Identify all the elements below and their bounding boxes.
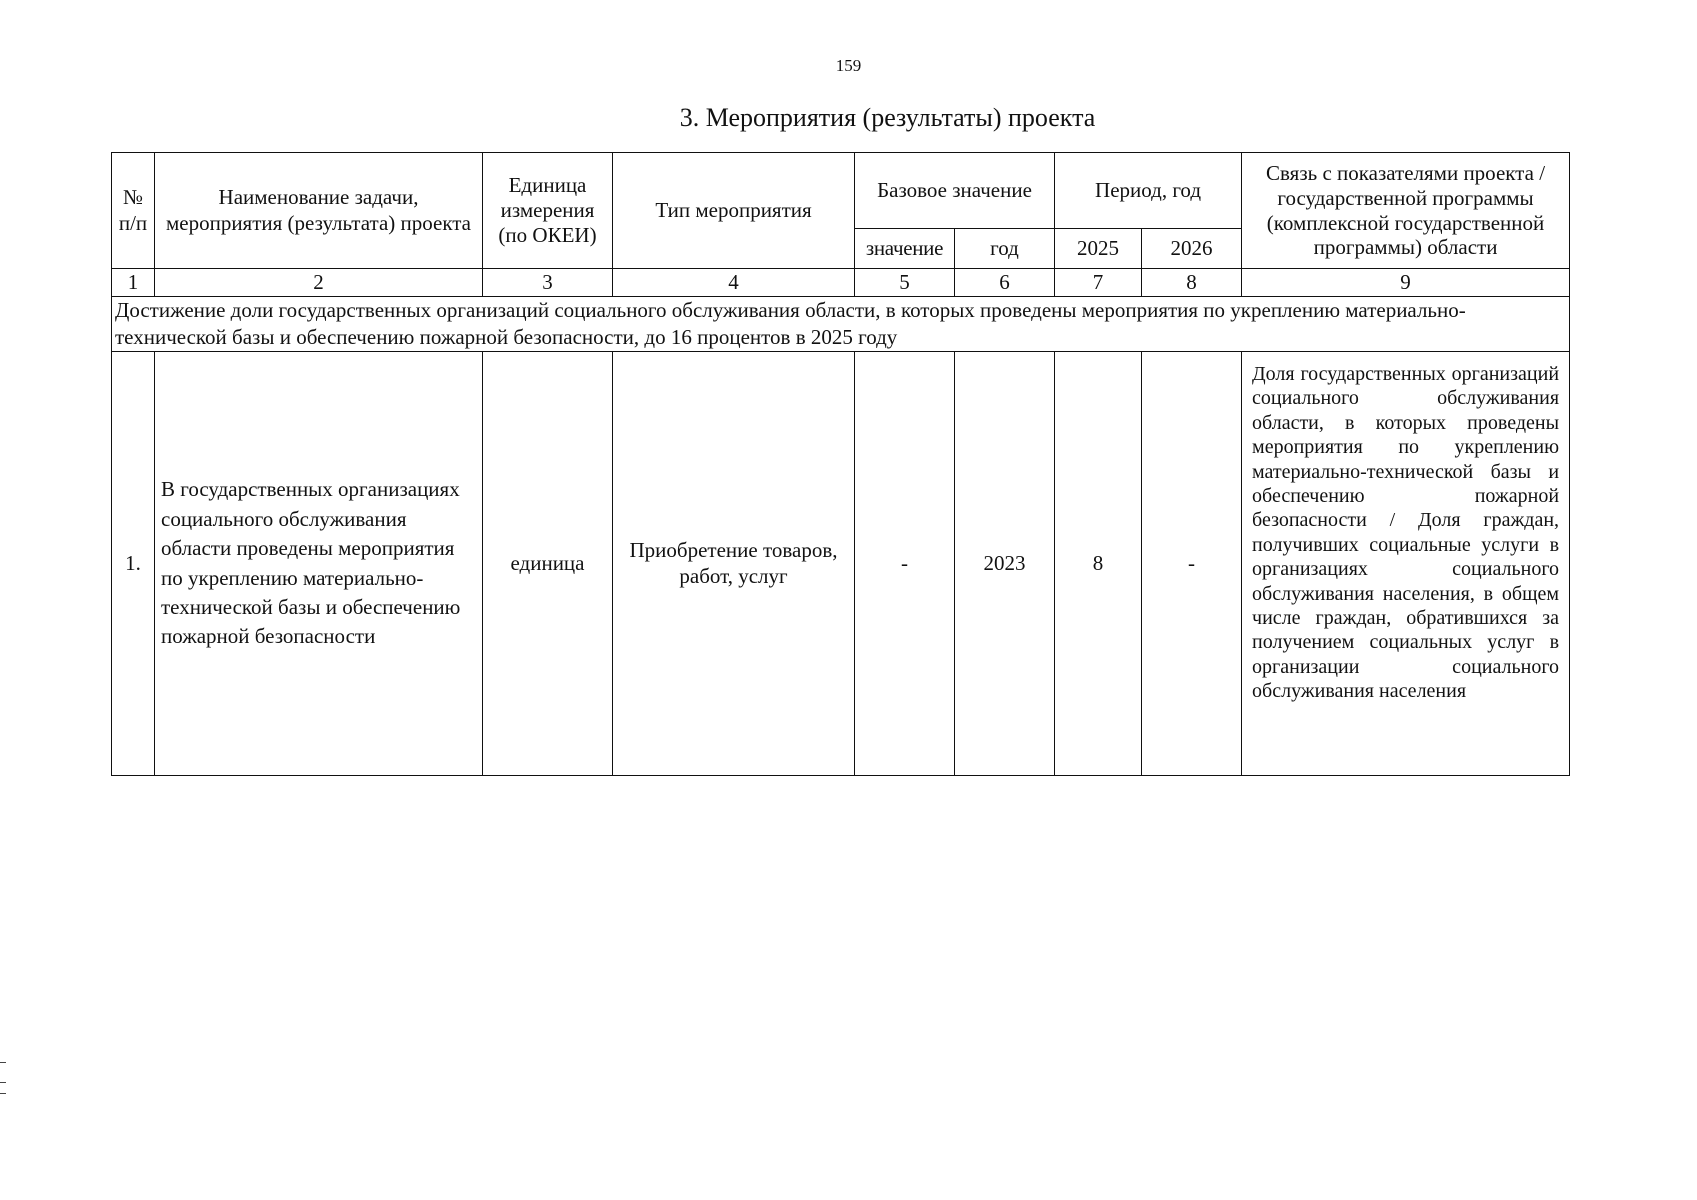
header-link: Связь с показателями проекта / государственной программы (комплексной государственной программы) области [1242, 153, 1570, 269]
page-number: 159 [835, 56, 862, 75]
header-base-year: год [955, 229, 1055, 269]
row-linkage [1242, 352, 1570, 776]
row-base-year: 2023 [955, 352, 1055, 776]
section-row [112, 297, 1570, 352]
header-base: Базовое значение [855, 153, 1055, 229]
header-num: № п/п [112, 153, 155, 269]
header-row-1 [112, 153, 1570, 229]
events-table [111, 152, 1570, 776]
column-number: 7 [1055, 269, 1142, 297]
column-number: 5 [855, 269, 955, 297]
column-number: 9 [1242, 269, 1570, 297]
header-name: Наименование задачи, мероприятия (результата) проекта [155, 153, 483, 269]
row-value-2025: 8 [1055, 352, 1142, 776]
column-number: 8 [1142, 269, 1242, 297]
column-number: 2 [155, 269, 483, 297]
column-number: 3 [483, 269, 613, 297]
scan-margin-mark [0, 1093, 6, 1094]
header-period: Период, год [1055, 153, 1242, 229]
header-base-value: значение [855, 229, 955, 269]
header-year-2025: 2025 [1055, 229, 1142, 269]
scan-margin-mark [0, 1082, 6, 1083]
row-value-2026: - [1142, 352, 1242, 776]
column-number: 4 [613, 269, 855, 297]
column-number: 6 [955, 269, 1055, 297]
column-number: 1 [112, 269, 155, 297]
row-unit: единица [483, 352, 613, 776]
column-number-row [112, 269, 1570, 297]
row-linkage-text: Доля государственных организаций социального обслуживания области, в которых проведены мероприятия по укреплению материально-технической базы и обеспечению пожарной безопасности / Доля граждан, получивших социальные услуги в организациях социального обслуживания населения, в общем числе граждан, обратившихся за получением социальных услуг в организации социального обслуживания населения [1252, 363, 1560, 703]
header-unit: Единица измерения (по ОКЕИ) [483, 153, 613, 269]
header-year-2026: 2026 [1142, 229, 1242, 269]
row-base-value: - [855, 352, 955, 776]
table-row [112, 352, 1570, 776]
section-title: Достижение доли государственных организаций социального обслуживания области, в которых проведены мероприятия по укреплению материально-технической базы и обеспечению пожарной безопасности, до 16 процентов в 2025 году [112, 297, 1570, 352]
row-num: 1. [112, 352, 155, 776]
scan-margin-mark [0, 1062, 6, 1063]
row-task-name: В государственных организациях социального обслуживания области проведены мероприятия по укреплению материально-технической базы и обеспечению пожарной безопасности [155, 352, 483, 776]
row-type: Приобретение товаров, работ, услуг [613, 352, 855, 776]
page-title: 3. Мероприятия (результаты) проекта [679, 103, 1096, 132]
header-type: Тип мероприятия [613, 153, 855, 269]
